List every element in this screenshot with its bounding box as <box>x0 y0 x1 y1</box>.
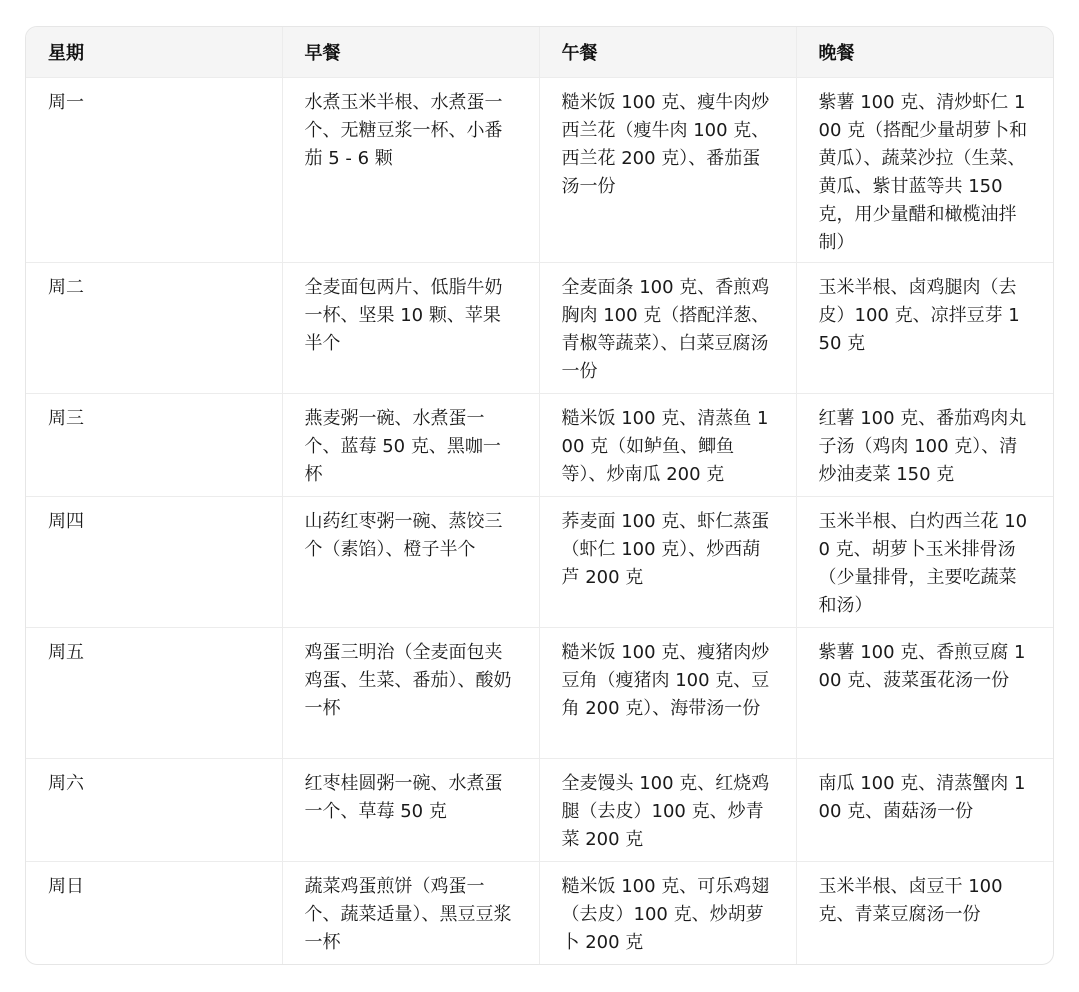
table-row <box>26 263 1053 394</box>
header-row <box>26 27 1053 78</box>
weekday-cell: 周日 <box>26 862 282 965</box>
weekday-cell: 周二 <box>26 263 282 394</box>
breakfast-cell: 燕麦粥一碗、水煮蛋一个、蓝莓 50 克、黑咖一杯 <box>282 394 539 497</box>
table-row <box>26 394 1053 497</box>
breakfast-cell: 蔬菜鸡蛋煎饼（鸡蛋一个、蔬菜适量）、黑豆豆浆一杯 <box>282 862 539 965</box>
breakfast-cell: 红枣桂圆粥一碗、水煮蛋一个、草莓 50 克 <box>282 759 539 862</box>
dinner-cell: 玉米半根、卤豆干 100 克、青菜豆腐汤一份 <box>796 862 1053 965</box>
weekday-cell: 周一 <box>26 78 282 263</box>
table-row <box>26 497 1053 628</box>
table-body <box>26 78 1053 965</box>
table-row <box>26 759 1053 862</box>
breakfast-cell: 山药红枣粥一碗、蒸饺三个（素馅）、橙子半个 <box>282 497 539 628</box>
header-breakfast: 早餐 <box>282 27 539 78</box>
dinner-cell: 紫薯 100 克、清炒虾仁 100 克（搭配少量胡萝卜和黄瓜）、蔬菜沙拉（生菜、黄瓜、紫甘蓝等共 150 克，用少量醋和橄榄油拌制） <box>796 78 1053 263</box>
header-dinner: 晚餐 <box>796 27 1053 78</box>
meal-plan-table-container <box>25 26 1054 965</box>
weekday-cell: 周四 <box>26 497 282 628</box>
lunch-cell: 糙米饭 100 克、瘦猪肉炒豆角（瘦猪肉 100 克、豆角 200 克）、海带汤一份 <box>539 628 796 759</box>
lunch-cell: 全麦面条 100 克、香煎鸡胸肉 100 克（搭配洋葱、青椒等蔬菜）、白菜豆腐汤一份 <box>539 263 796 394</box>
lunch-cell: 糙米饭 100 克、可乐鸡翅（去皮）100 克、炒胡萝卜 200 克 <box>539 862 796 965</box>
breakfast-cell: 水煮玉米半根、水煮蛋一个、无糖豆浆一杯、小番茄 5 - 6 颗 <box>282 78 539 263</box>
dinner-cell: 红薯 100 克、番茄鸡肉丸子汤（鸡肉 100 克）、清炒油麦菜 150 克 <box>796 394 1053 497</box>
table-row <box>26 628 1053 759</box>
dinner-cell: 紫薯 100 克、香煎豆腐 100 克、菠菜蛋花汤一份 <box>796 628 1053 759</box>
weekday-cell: 周六 <box>26 759 282 862</box>
table-row <box>26 78 1053 263</box>
breakfast-cell: 鸡蛋三明治（全麦面包夹鸡蛋、生菜、番茄）、酸奶一杯 <box>282 628 539 759</box>
header-lunch: 午餐 <box>539 27 796 78</box>
lunch-cell: 糙米饭 100 克、清蒸鱼 100 克（如鲈鱼、鲫鱼等）、炒南瓜 200 克 <box>539 394 796 497</box>
weekday-cell: 周五 <box>26 628 282 759</box>
lunch-cell: 糙米饭 100 克、瘦牛肉炒西兰花（瘦牛肉 100 克、西兰花 200 克）、番茄蛋汤一份 <box>539 78 796 263</box>
meal-plan-table <box>26 27 1053 964</box>
lunch-cell: 全麦馒头 100 克、红烧鸡腿（去皮）100 克、炒青菜 200 克 <box>539 759 796 862</box>
table-header <box>26 27 1053 78</box>
dinner-cell: 玉米半根、白灼西兰花 100 克、胡萝卜玉米排骨汤（少量排骨，主要吃蔬菜和汤） <box>796 497 1053 628</box>
weekday-cell: 周三 <box>26 394 282 497</box>
table-row <box>26 862 1053 965</box>
breakfast-cell: 全麦面包两片、低脂牛奶一杯、坚果 10 颗、苹果半个 <box>282 263 539 394</box>
header-weekday: 星期 <box>26 27 282 78</box>
dinner-cell: 玉米半根、卤鸡腿肉（去皮）100 克、凉拌豆芽 150 克 <box>796 263 1053 394</box>
lunch-cell: 荞麦面 100 克、虾仁蒸蛋（虾仁 100 克）、炒西葫芦 200 克 <box>539 497 796 628</box>
dinner-cell: 南瓜 100 克、清蒸蟹肉 100 克、菌菇汤一份 <box>796 759 1053 862</box>
